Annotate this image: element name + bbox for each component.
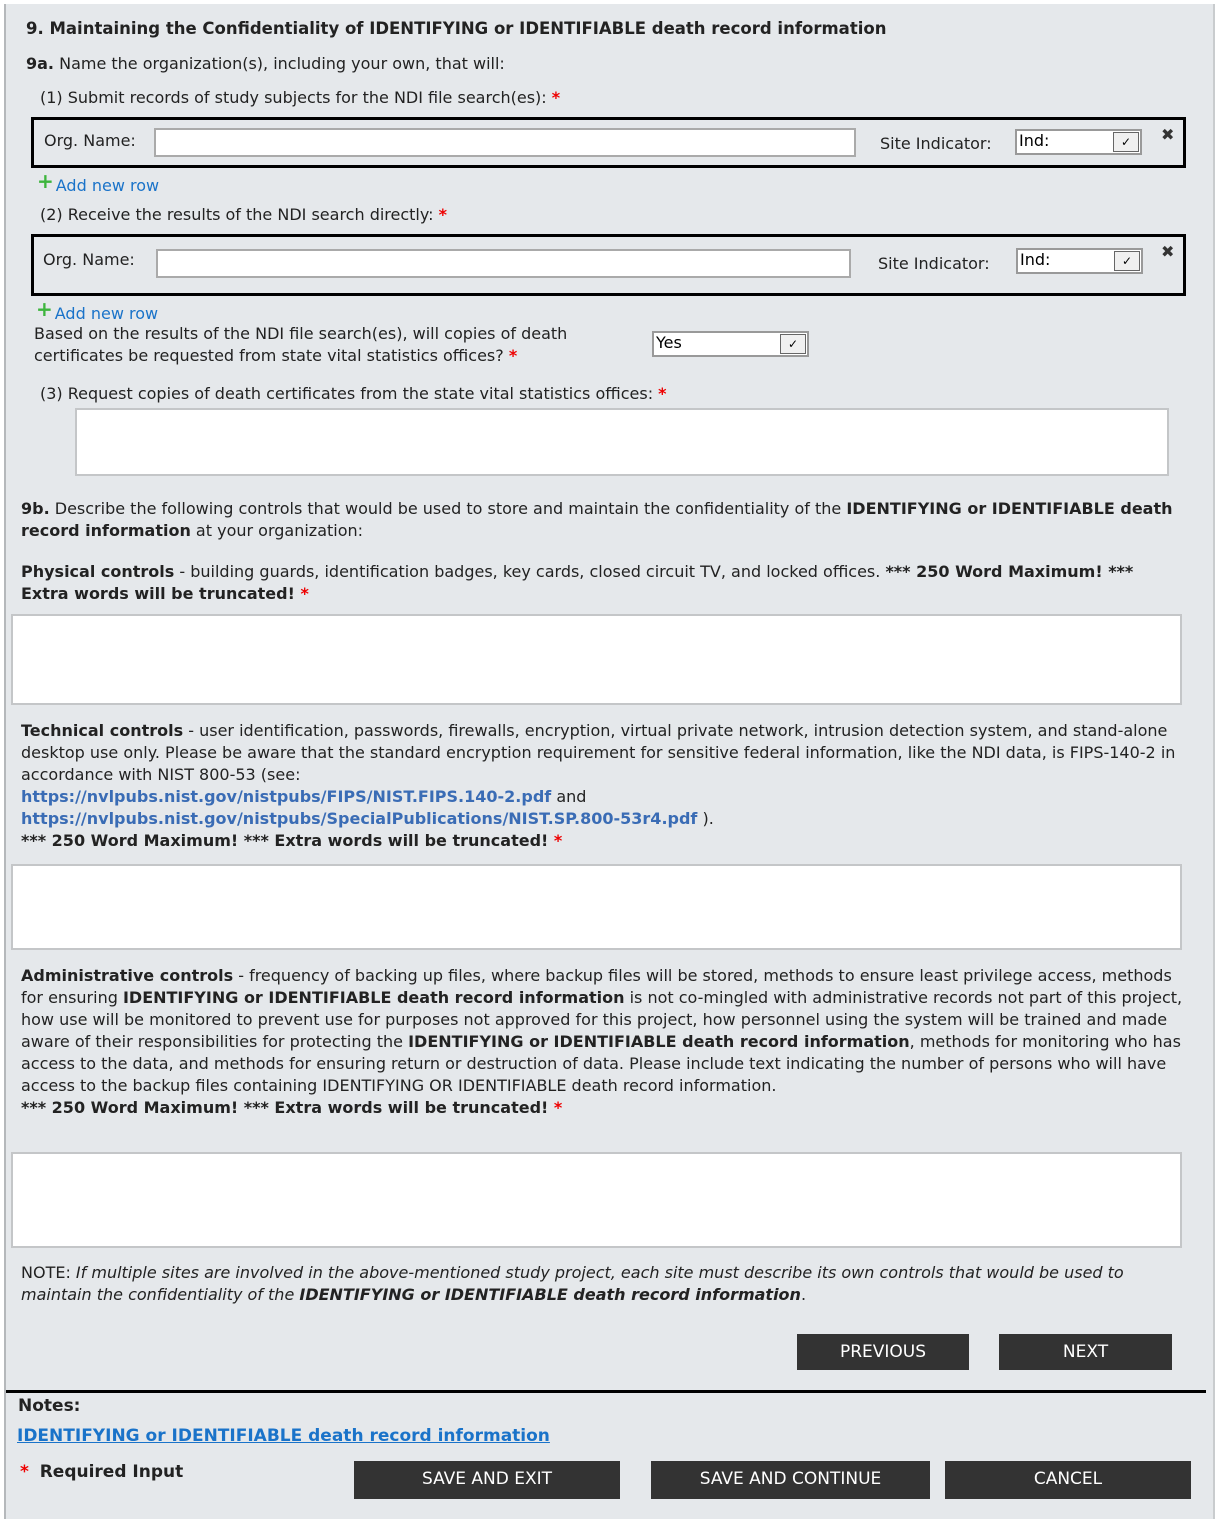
admin-bold: IDENTIFYING or IDENTIFIABLE death record information: [122, 988, 625, 1007]
site-indicator-select-1[interactable]: [1015, 129, 1142, 155]
remove-row-icon[interactable]: ✖: [1161, 242, 1175, 261]
admin-label: Administrative controls: [21, 966, 234, 985]
required-marker: *: [20, 1462, 29, 1482]
plus-icon: +: [36, 297, 53, 321]
qcopies-text: certificates be requested from state vital statistics offices?: [34, 346, 509, 365]
q9b-label: 9b.: [21, 499, 50, 518]
administrative-controls-textarea[interactable]: [11, 1152, 1182, 1248]
chevron-down-icon: ✓: [780, 334, 806, 354]
site-indicator-label: Site Indicator:: [880, 134, 992, 153]
word-max: *** 250 Word Maximum! *** Extra words will be truncated!: [21, 1098, 554, 1117]
physical-controls-textarea[interactable]: [11, 614, 1182, 705]
org-name-input-2[interactable]: [156, 249, 851, 278]
technical-text: - user identification, passwords, firewalls, encryption, virtual private network, intrusion detection system, and stand-alone desktop use only. Please be aware that the standard encryption requirement for sensitive federal information, like the NDI data, is FIPS-140-2 in accordance with NIST 800-53 (see:: [21, 721, 1176, 784]
technical-controls-prompt: [21, 720, 1191, 852]
copies-requested-select[interactable]: [652, 331, 809, 357]
word-max: *** 250 Word Maximum! *** Extra words will be truncated!: [21, 831, 554, 850]
physical-text: - building guards, identification badges, key cards, closed circuit TV, and locked offices.: [174, 562, 886, 581]
q9a-text: Name the organization(s), including your own, that will:: [54, 54, 505, 73]
note-italic: If multiple sites are involved in the above-mentioned study project, each site must describe its own controls that would be used to maintain the confidentiality of the: [21, 1263, 1124, 1304]
required-marker: *: [300, 584, 309, 603]
add-new-row-link-2[interactable]: [36, 299, 158, 324]
nist-sp-link[interactable]: https://nvlpubs.nist.gov/nistpubs/SpecialPublications/NIST.SP.800-53r4.pdf: [21, 809, 698, 828]
required-marker: *: [553, 831, 563, 850]
required-marker: *: [658, 384, 667, 403]
q9b-text-end: at your organization:: [190, 521, 364, 540]
question-copies-line2: [34, 345, 517, 367]
q9b-bold: IDENTIFYING or IDENTIFIABLE death record information: [21, 499, 1173, 540]
next-button[interactable]: NEXT: [999, 1334, 1172, 1370]
cancel-button[interactable]: CANCEL: [945, 1461, 1191, 1499]
q3-text: (3) Request copies of death certificates from the state vital statistics offices:: [40, 384, 659, 403]
notes-label: Notes:: [18, 1396, 81, 1416]
previous-button[interactable]: PREVIOUS: [797, 1334, 969, 1370]
add-row-label: Add new row: [54, 304, 159, 323]
org-row-2: [31, 234, 1186, 296]
add-row-label: Add new row: [55, 176, 160, 195]
note-text: [21, 1262, 1191, 1306]
and-text: and: [551, 787, 587, 806]
question-9b: [21, 498, 1181, 542]
save-and-continue-button[interactable]: SAVE AND CONTINUE: [651, 1461, 930, 1499]
chevron-down-icon: ✓: [1113, 132, 1139, 152]
q2-text: (2) Receive the results of the NDI search directly:: [40, 205, 439, 224]
q9a-label: 9a.: [26, 54, 55, 73]
admin-bold: IDENTIFYING or IDENTIFIABLE death record information: [408, 1032, 910, 1051]
question-9a: [26, 53, 505, 75]
org-name-label: Org. Name:: [43, 250, 135, 269]
admin-text: , methods for monitoring who has access to the data, and methods for ensuring return or destruction of data. Please include text indicating the number of persons who will have access to the backup files containing IDENTIFYING OR IDENTIFIABLE death record information.: [21, 1032, 1181, 1095]
org-name-label: Org. Name:: [44, 131, 136, 150]
org-name-input-1[interactable]: [154, 128, 856, 157]
remove-row-icon[interactable]: ✖: [1161, 125, 1175, 144]
required-input-label: Required Input: [39, 1462, 184, 1482]
site-indicator-select-2[interactable]: [1016, 248, 1143, 274]
copies-requested-value: Yes: [656, 333, 682, 352]
q1-text: (1) Submit records of study subjects for the NDI file search(es):: [40, 88, 552, 107]
site-indicator-value: Ind:: [1020, 250, 1051, 269]
required-input-legend: [20, 1461, 183, 1483]
required-marker: *: [508, 346, 518, 365]
notes-definition-link[interactable]: IDENTIFYING or IDENTIFIABLE death record information: [17, 1426, 550, 1446]
question-1: [40, 87, 560, 109]
physical-label: Physical controls: [21, 562, 175, 581]
org-row-1: [31, 117, 1186, 168]
required-marker: *: [553, 1098, 563, 1117]
site-indicator-value: Ind:: [1019, 131, 1050, 150]
note-bold-italic: IDENTIFYING or IDENTIFIABLE death record information: [299, 1285, 801, 1304]
technical-controls-textarea[interactable]: [11, 864, 1182, 950]
add-new-row-link-1[interactable]: [37, 171, 159, 196]
required-marker: *: [438, 205, 448, 224]
save-and-exit-button[interactable]: SAVE AND EXIT: [354, 1461, 620, 1499]
physical-controls-prompt: [21, 561, 1181, 605]
plus-icon: +: [37, 169, 54, 193]
site-indicator-label: Site Indicator:: [878, 254, 990, 273]
admin-text: - frequency of backing up files, where backup files will be stored, methods to ensure least privilege access, methods for ensuring: [21, 966, 1172, 1007]
required-marker: *: [551, 88, 561, 107]
admin-text: is not co-mingled with administrative records not part of this project, how use will be monitored to prevent use for purposes not approved for this project, how personnel using the system will be trained and made aware of their responsibilities for protecting the: [21, 988, 1183, 1051]
section-title: 9. Maintaining the Confidentiality of IDENTIFYING or IDENTIFIABLE death record information: [26, 19, 887, 38]
note-label: NOTE:: [21, 1263, 76, 1282]
note-end: .: [800, 1285, 807, 1304]
q9b-text: Describe the following controls that would be used to store and maintain the confidentiality of the: [49, 499, 847, 518]
question-3: [40, 383, 667, 405]
divider: [6, 1390, 1206, 1393]
death-certificate-orgs-textarea[interactable]: [75, 408, 1169, 476]
word-max: *** 250 Word Maximum! *** Extra words will be truncated!: [21, 562, 1134, 603]
technical-label: Technical controls: [21, 721, 184, 740]
form-page: [4, 4, 1215, 1519]
question-2: [40, 204, 447, 226]
close-paren: ).: [697, 809, 714, 828]
administrative-controls-prompt: [21, 965, 1191, 1119]
fips-link[interactable]: https://nvlpubs.nist.gov/nistpubs/FIPS/NIST.FIPS.140-2.pdf: [21, 787, 552, 806]
question-copies-line1: Based on the results of the NDI file search(es), will copies of death: [34, 324, 568, 343]
chevron-down-icon: ✓: [1114, 251, 1140, 271]
